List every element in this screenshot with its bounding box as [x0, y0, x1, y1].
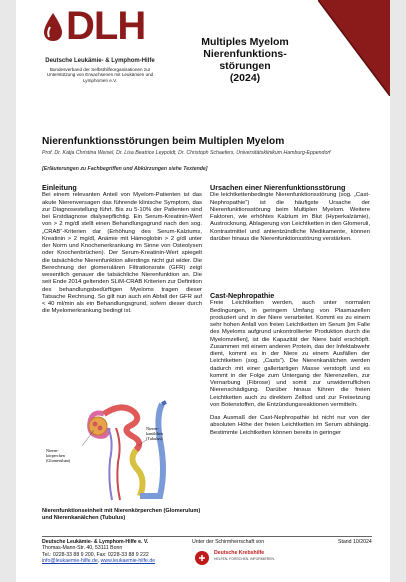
cast-text-2: Das Ausmaß der Cast-Nephropathie ist nicht nur von der absoluten Höhe der freien Leichtketten im Serum abhängig. Bestimmte Leichtketten können bereits in geringer: [210, 415, 370, 436]
footer-address: Thomas-Mann-Str. 40, 53111 Bonn: [42, 545, 123, 552]
blood-drop-icon: [42, 12, 64, 42]
corner-decoration: [318, 0, 390, 96]
article-authors: Prof. Dr. Katja Christina Weisel, Dr. Lisa Beatrice Leypoldt, Dr. Christoph Schaefers, Universitätsklinikum Hamburg-Eppendorf: [42, 150, 331, 156]
figure-caption: Nierenfunktionseinheit mit Nierenkörperchen (Glomerulum) und Nierenkanälchen (Tubulus): [42, 508, 201, 521]
tubulus-label-line: Nieren-: [146, 426, 159, 431]
document-page: [16, 0, 390, 582]
article-title: Nierenfunktionsstörungen beim Multiplen Myelom: [42, 136, 285, 147]
intro-text: Bei einem relevanten Anteil von Myelom-Patienten ist das akute Nierenversagen das führende klinische Symptom, das zur Diagnosestellung führt. Bis zu 5-10% der Patienten sind bei Erstdiagnose dialysepflichtig. Ein Serum-Kreatinin-Wert von > 2 mg/dl stellt einen Behandlungsgrund nach den sog. „CRAB“-Kriterien dar (Erhöhung des Serum-Kalziums, Kreatinin > 2 mg/dl, Anämie mit Hämoglobin > 2 g/dl unter der Norm und Knochenerkrankung im Sinne von Osteolysen oder Knochenbrüchen). Der Serum-Kreatinin-Wert spiegelt die tatsächliche Nierenfunktion allerdings nicht gut wider. Die Berechnung der glomerulären Filtrationsrate (GFR) zeigt wesentlich genauer die tatsächliche Nierenfunktion an. Die seit Ende 2014 geltenden SLiM-CRAB Kriterien zur Definition des behandlungsbedürftigen Myeloms tragen dieser Tatsache Rechnung. So gilt nun auch ein Abfall der GFR auf < 40 ml/min als ein Behandlungsgrund, sofern dieser durch die Myelomerkrankung bedingt ist.: [42, 192, 202, 315]
cast-text-1: Freie Leichtketten werden, auch unter normalen Bedingungen, in geringem Umfang von Plasmazellen produziert und in der Niere verarbeitet. Kommt es zu einem sehr hohen Anfall von freien Leichtketten im Serum [im Falle des Myeloms aufgrund unkontrollierter Produktion durch die Myelomzellen], ist die Kapazität der Niere bald erschöpft. Zusammen mit einem anderen Protein, das der Infektabwehr dient, kommt es in der Niere zu einem Ausfällen der Leichtketten (sog. „Casts“). Die Nierenkanälchen werden dadurch mit einer gallertartigen Masse verstopft und es kommt in der Folge zum Untergang der Nierenzellen, zur Vernarbung (Fibrose) und somit zur unwiderruflichen Nierenschädigung. Darüber hinaus führen die freien Leichtketten auch zu direktem Zelltod und zur Freisetzung von Botenstoffen, die Entzündungsreaktionen vermitteln.: [210, 300, 370, 408]
causes-heading: Ursachen einer Nierenfunktionsstörung: [210, 183, 346, 192]
link-separator: ,: [97, 558, 101, 565]
glossary-note: [Erläuterungen zu Fachbegriffen und Abkürzungen siehe Textende]: [42, 166, 208, 172]
intro-heading: Einleitung: [42, 183, 77, 192]
causes-section: [210, 184, 370, 243]
nephron-illustration: [42, 400, 204, 504]
tubulus-label-line: kanälchen: [146, 431, 163, 436]
intro-section: [42, 184, 202, 316]
cast-section: [210, 292, 370, 443]
website-link[interactable]: www.leukaemie-hilfe.de: [100, 558, 156, 565]
cast-heading: Cast-Nephropathie: [210, 291, 275, 300]
patron-label: Unter der Schirmherrschaft von: [192, 539, 265, 545]
patron-name: Deutsche Krebshilfe: [214, 550, 265, 556]
stand-date: Stand 10/2024: [338, 539, 372, 545]
patron-slogan: HELFEN. FORSCHEN. INFORMIEREN.: [214, 557, 275, 561]
footer-contact: [42, 539, 155, 565]
footer-divider: [42, 536, 372, 537]
tubulus-label-line: (Tubulus): [146, 436, 163, 441]
glomerulum-label-line: körperchen: [46, 453, 65, 458]
header-title-line: Nierenfunktions-: [203, 48, 287, 60]
header-title: [186, 36, 304, 84]
header-title-line: Multiples Myelom: [201, 36, 289, 48]
footer-org: Deutsche Leukämie- & Lymphom-Hilfe e. V.: [42, 539, 149, 545]
org-name: Deutsche Leukämie- & Lymphom-Hilfe: [45, 58, 155, 64]
logo-text: DLH: [66, 4, 146, 48]
glomerulum-label-line: (Glomerulum): [46, 458, 71, 463]
footer-links: [42, 558, 155, 564]
header-title-line: störungen: [219, 60, 271, 72]
header-title-line: (2024): [229, 72, 261, 84]
causes-text: Die leichtkettenbedingte Nierenfunktionsstörung (sog. „Cast-Nephropathie“) ist die häufigste Ursache der Nierenfunktionsstörung beim Multiplen Myelom. Weitere Faktoren, wie erhöhtes Kalzium im Blut (Hyperkalzämie), Austrocknung, Ablagerung von Leichtketten in den Glomeruli, Kontrastmittel und antientzündliche Medikamente, können darüber hinaus die Nierenfunktionsstörung verstärken.: [210, 192, 370, 242]
org-subtitle: Bundesverband der Selbsthilfeorganisationen zur Unterstützung von Erwachsenen mit Leukämien und Lymphomen e.V.: [46, 67, 154, 83]
glomerulum-label-line: Nieren-: [46, 448, 59, 453]
email-link[interactable]: info@leukaemie-hilfe.de: [42, 558, 98, 565]
footer-phone: Tel.: 0228-33 88 9 200, Fax: 0228-33 88 9 222: [42, 551, 149, 558]
